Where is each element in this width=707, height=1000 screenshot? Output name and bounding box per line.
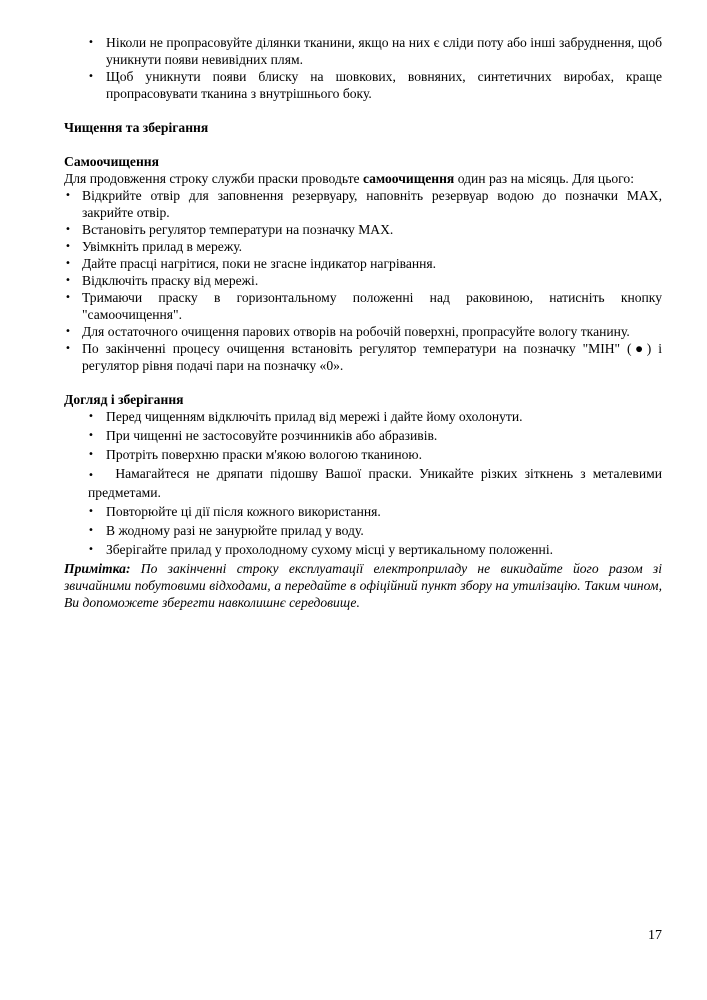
bullet-icon: •: [88, 449, 94, 460]
list-item-text: При чищенні не застосовуйте розчинників або абразивів.: [106, 428, 438, 443]
bullet-icon: •: [88, 71, 94, 82]
subsection-title-care-storage: Догляд і зберігання: [64, 392, 184, 407]
disposal-note: [64, 560, 662, 611]
list-item-text: Перед чищенням відключіть прилад від мережі і дайте йому охолонути.: [106, 409, 523, 424]
bullet-icon: •: [65, 275, 71, 286]
list-item-text: По закінченні процесу очищення встановіть регулятор температури на позначку "МІН" (●) і регулятор рівня подачі пари на позначку «0».: [82, 341, 662, 373]
list-item-text: Увімкніть прилад в мережу.: [82, 239, 243, 254]
intro-bullet-list: [64, 34, 662, 102]
bullet-icon: •: [65, 241, 71, 252]
list-item: [64, 340, 662, 374]
list-item-text: Дайте прасці нагрітися, поки не згасне індикатор нагрівання.: [82, 256, 437, 271]
bullet-icon: •: [88, 470, 94, 481]
list-item-text: Ніколи не пропрасовуйте ділянки тканини, якщо на них є сліди поту або інші забруднення, щоб уникнути появи невивідних плям.: [106, 35, 662, 67]
intro-text-bold: самоочищення: [362, 171, 455, 186]
list-item: [64, 427, 662, 444]
list-item-text: Відключіть праску від мережі.: [82, 273, 259, 288]
page-content: [64, 34, 662, 611]
list-item: [64, 446, 662, 463]
bullet-icon: •: [65, 190, 71, 201]
note-label: Примітка:: [64, 561, 131, 576]
list-item: [64, 221, 662, 238]
list-item: [64, 187, 662, 221]
list-item-text: Для остаточного очищення парових отворів на робочій поверхні, пропрасуйте вологу тканину.: [82, 324, 630, 339]
intro-text-after: один раз на місяць. Для цього:: [454, 171, 634, 186]
list-item-text: Тримаючи праску в горизонтальному положенні над раковиною, натисніть кнопку "самоочищення".: [82, 290, 662, 322]
bullet-icon: •: [88, 525, 94, 536]
list-item: [64, 503, 662, 520]
list-item: [64, 522, 662, 539]
list-item: [64, 68, 662, 102]
bullet-icon: •: [65, 258, 71, 269]
list-item: [64, 408, 662, 425]
list-item-text: Зберігайте прилад у прохолодному сухому місці у вертикальному положенні.: [106, 542, 554, 557]
bullet-icon: •: [65, 326, 71, 337]
bullet-icon: •: [88, 506, 94, 517]
list-item-text: Відкрийте отвір для заповнення резервуару, наповніть резервуар водою до позначки MAX, закрийте отвір.: [82, 188, 662, 220]
list-item-text: Намагайтеся не дряпати підошву Вашої праски. Уникайте різких зіткнень з металевими предметами.: [88, 466, 662, 500]
care-storage-list: [64, 408, 662, 558]
bullet-icon: •: [88, 37, 94, 48]
bullet-icon: •: [65, 224, 71, 235]
list-item: [64, 541, 662, 558]
bullet-icon: •: [88, 411, 94, 422]
list-item: [64, 255, 662, 272]
list-item-text: Встановіть регулятор температури на позначку MAX.: [82, 222, 394, 237]
list-item-text: Протріть поверхню праски м'якою вологою тканиною.: [106, 447, 422, 462]
bullet-icon: •: [88, 544, 94, 555]
list-item-text: Повторюйте ці дії після кожного використання.: [106, 504, 381, 519]
list-item-text: Щоб уникнути появи блиску на шовкових, вовняних, синтетичних виробах, краще пропрасовувати тканина з внутрішнього боку.: [106, 69, 662, 101]
list-item: [64, 272, 662, 289]
bullet-icon: •: [65, 343, 71, 354]
self-cleaning-steps: [64, 187, 662, 374]
list-item: [64, 34, 662, 68]
subsection-title-self-cleaning: Самоочищення: [64, 154, 159, 169]
list-item-text: В жодному разі не занурюйте прилад у воду.: [106, 523, 364, 538]
intro-text-before: Для продовження строку служби праски проводьте: [64, 171, 363, 186]
page-number: 17: [648, 928, 662, 943]
list-item: [64, 465, 662, 501]
bullet-icon: •: [88, 430, 94, 441]
self-cleaning-intro: [64, 170, 662, 187]
section-title-cleaning: Чищення та зберігання: [64, 120, 209, 135]
note-text: По закінченні строку експлуатації електроприладу не викидайте його разом зі звичайними побутовими відходами, а передайте в офіційний пункт збору на утилізацію. Таким чином, Ви допоможете зберегти навколишнє середовище.: [64, 561, 662, 610]
list-item: [64, 238, 662, 255]
bullet-icon: •: [65, 292, 71, 303]
list-item: [64, 323, 662, 340]
list-item: [64, 289, 662, 323]
